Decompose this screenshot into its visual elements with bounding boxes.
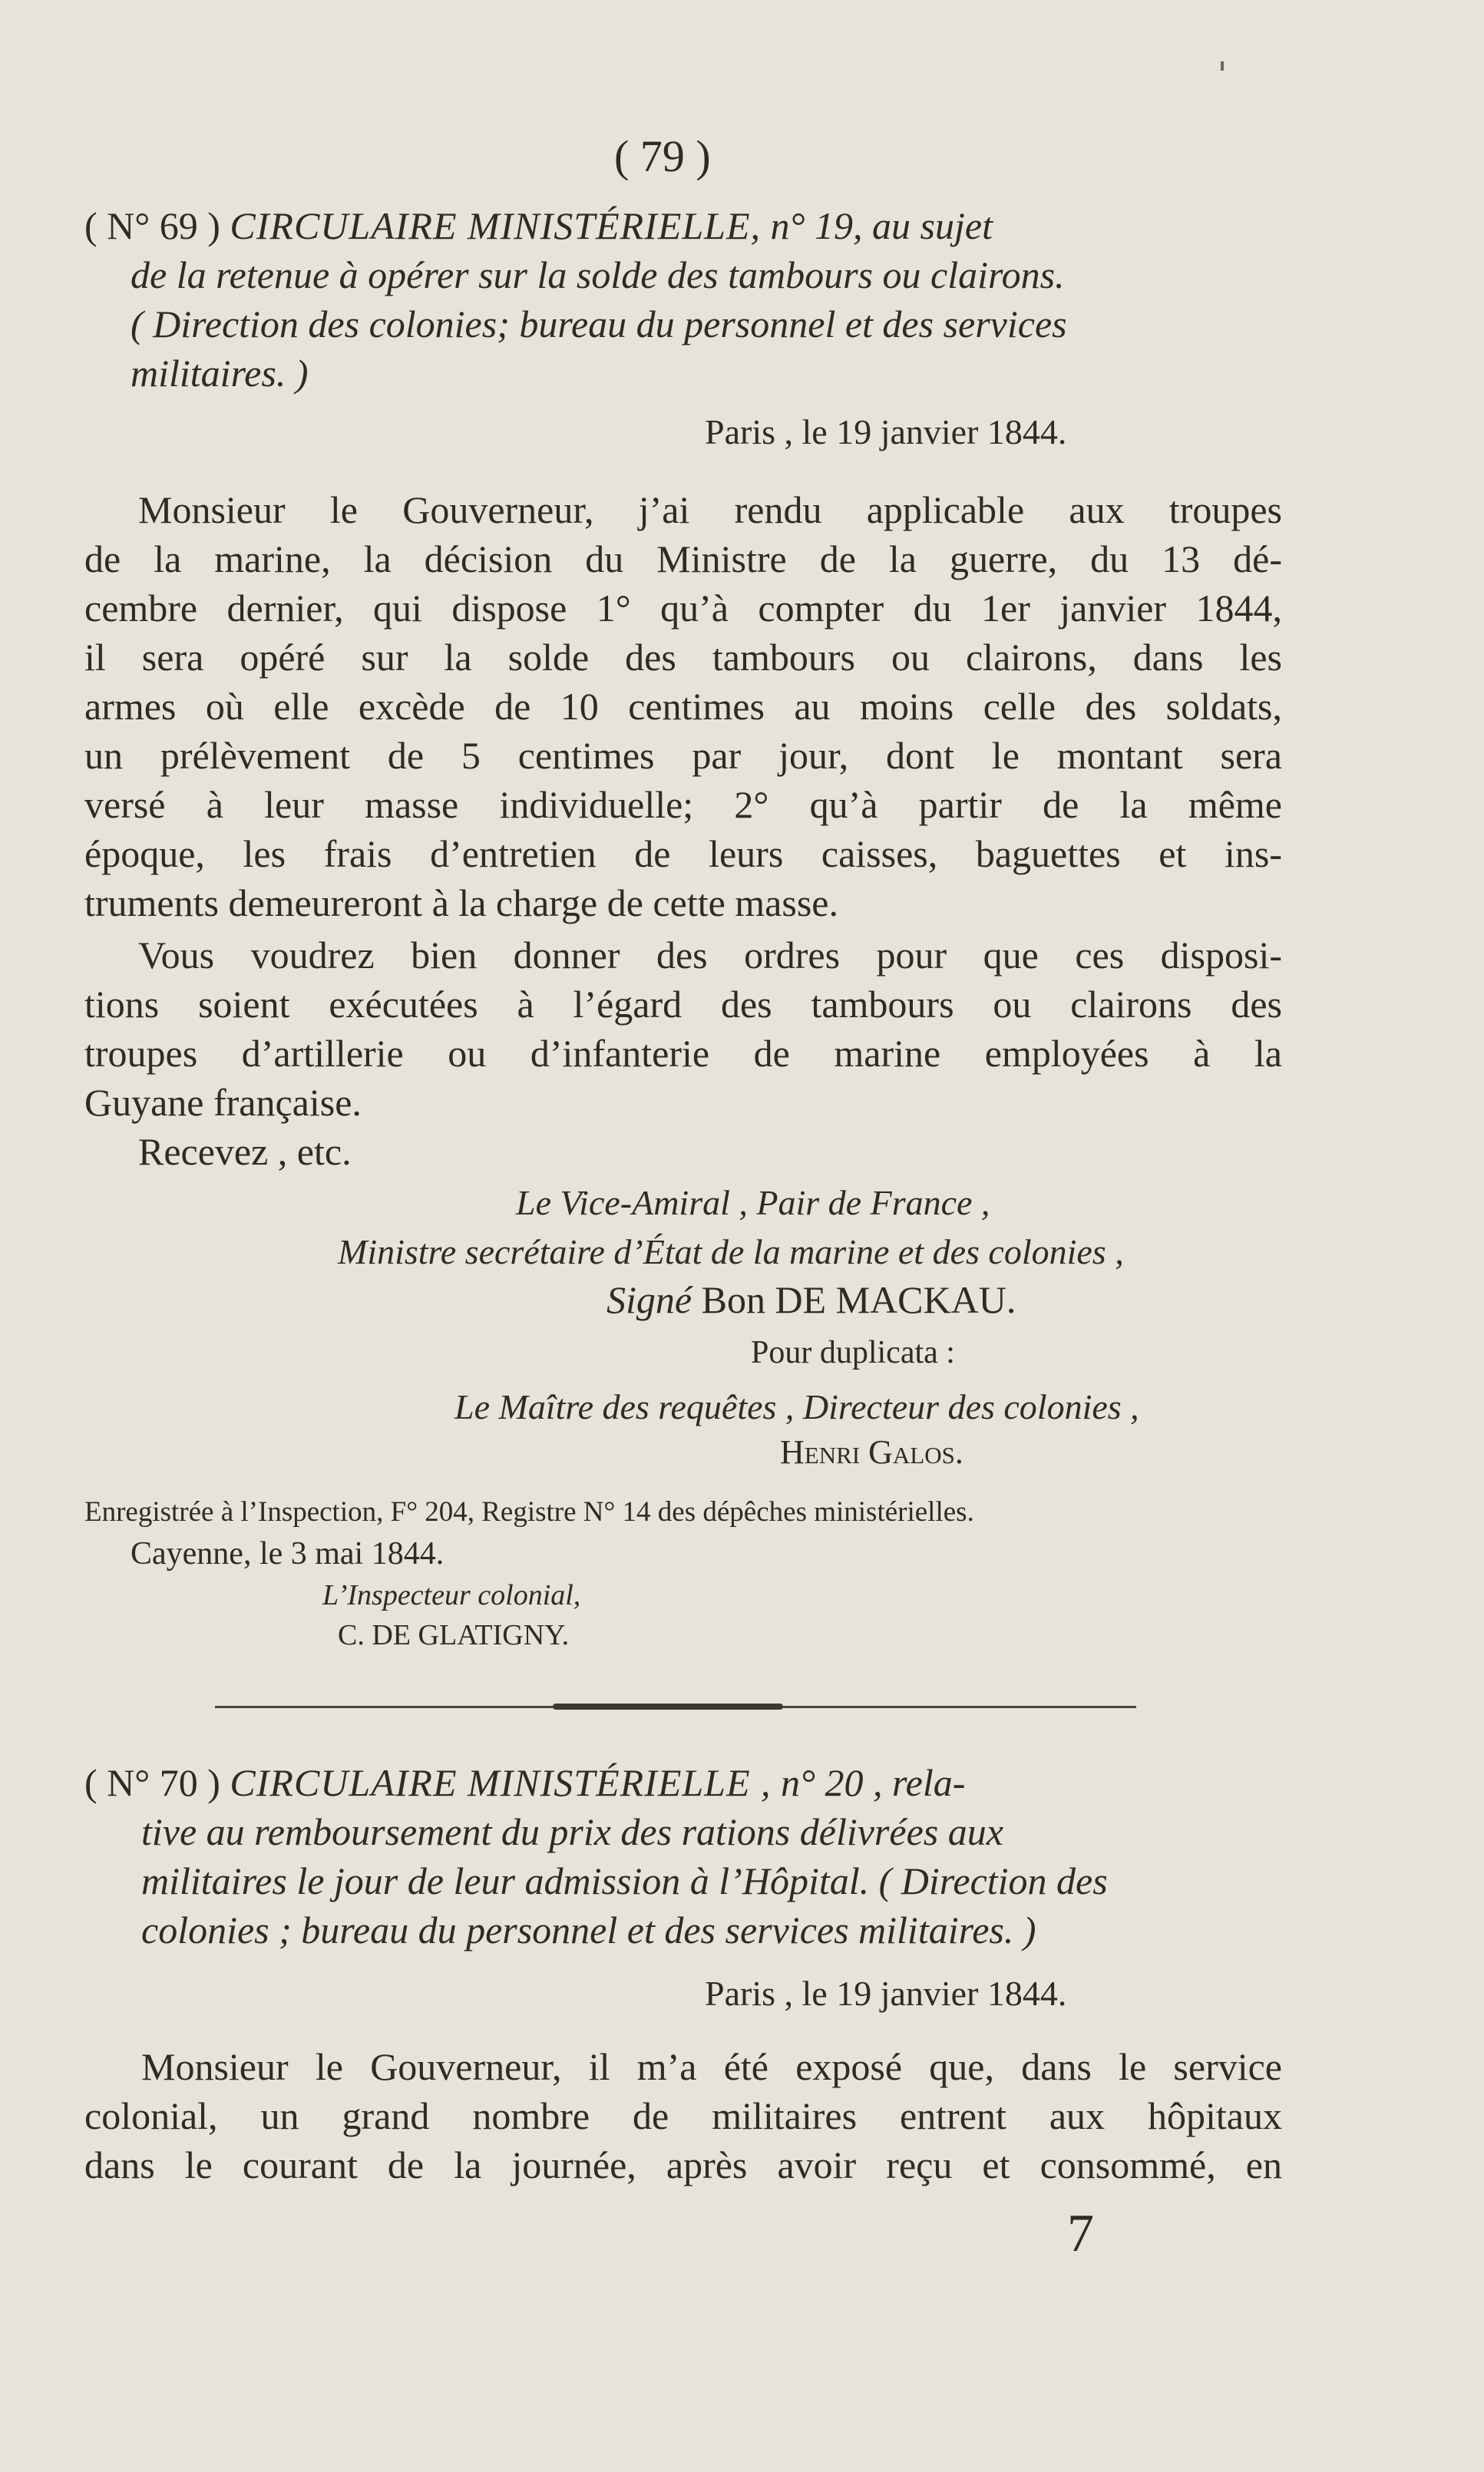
body-line: un prélèvement de 5 centimes par jour, dont le montant sera bbox=[84, 734, 1282, 777]
signature-director: Le Maître des requêtes , Directeur des colonies , bbox=[454, 1387, 1139, 1426]
circular-70-subject-1: rela- bbox=[892, 1761, 966, 1804]
circular-70-ref: n° 20 , bbox=[781, 1761, 883, 1804]
circular-70-title: CIRCULAIRE MINISTÉRIELLE , bbox=[230, 1761, 772, 1804]
circular-69-ref: n° 19, bbox=[770, 204, 863, 247]
signature-director-name: Henri Galos. bbox=[780, 1433, 963, 1471]
body-line: colonial, un grand nombre de militaires entrent aux hôpitaux bbox=[84, 2094, 1282, 2137]
circular-69-direction-1: ( Direction des colonies; bureau du personnel et des services bbox=[131, 302, 1067, 345]
body-line: Vous voudrez bien donner des ordres pour que ces disposi- bbox=[138, 934, 1282, 977]
circular-69-subject-1: au sujet bbox=[872, 204, 993, 247]
signature-title-1: Le Vice-Amiral , Pair de France , bbox=[516, 1183, 990, 1222]
body-line: dans le courant de la journée, après avoir reçu et consommé, en bbox=[84, 2143, 1282, 2186]
inspector-name: C. DE GLATIGNY. bbox=[338, 1619, 570, 1651]
signature-title-2: Ministre secrétaire d’État de la marine et des colonies , bbox=[338, 1232, 1124, 1271]
circular-70-subject-2: tive au remboursement du prix des rations délivrées aux bbox=[141, 1810, 1003, 1853]
body-line: tions soient exécutées à l’égard des tambours ou clairons des bbox=[84, 983, 1282, 1026]
circular-70-subject-4: colonies ; bureau du personnel et des services militaires. ) bbox=[141, 1909, 1036, 1951]
circular-69-subject-2: de la retenue à opérer sur la solde des tambours ou clairons. bbox=[131, 253, 1065, 296]
body-line: versé à leur masse individuelle; 2° qu’à partir de la même bbox=[84, 783, 1282, 826]
circular-69-number: ( N° 69 ) bbox=[84, 204, 220, 247]
circular-69-heading bbox=[84, 201, 993, 250]
folio-signature: 7 bbox=[1067, 2204, 1094, 2263]
inspector-title: L’Inspecteur colonial, bbox=[322, 1579, 581, 1611]
paper-speck bbox=[1221, 61, 1224, 71]
section-divider bbox=[215, 1706, 1136, 1708]
body-line: Guyane française. bbox=[84, 1081, 362, 1124]
circular-69-title: CIRCULAIRE MINISTÉRIELLE, bbox=[230, 204, 762, 247]
body-line: armes où elle excède de 10 centimes au moins celle des soldats, bbox=[84, 685, 1282, 728]
circular-70-date: Paris , le 19 janvier 1844. bbox=[705, 1974, 1067, 2013]
body-line: truments demeureront à la charge de cette masse. bbox=[84, 881, 838, 924]
signature-signed-name: Bon DE MACKAU. bbox=[701, 1278, 1016, 1321]
body-line: Monsieur le Gouverneur, j’ai rendu applicable aux troupes bbox=[138, 488, 1282, 531]
registration-line: Enregistrée à l’Inspection, F° 204, Registre N° 14 des dépêches ministérielles. bbox=[84, 1496, 974, 1528]
body-line: troupes d’artillerie ou d’infanterie de marine employées à la bbox=[84, 1032, 1282, 1075]
registration-date: Cayenne, le 3 mai 1844. bbox=[131, 1536, 445, 1571]
page-number: ( 79 ) bbox=[614, 131, 711, 181]
circular-70-subject-3: militaires le jour de leur admission à l’Hôpital. ( Direction des bbox=[141, 1859, 1108, 1902]
signature-signed bbox=[606, 1277, 1016, 1322]
body-line: Recevez , etc. bbox=[138, 1130, 352, 1173]
circular-69-direction-2: militaires. ) bbox=[131, 352, 309, 395]
signature-duplicata: Pour duplicata : bbox=[751, 1335, 955, 1370]
signature-signed-prefix: Signé bbox=[606, 1278, 692, 1321]
body-line: de la marine, la décision du Ministre de la guerre, du 13 dé- bbox=[84, 537, 1282, 580]
circular-70-heading bbox=[84, 1758, 965, 1807]
body-line: époque, les frais d’entretien de leurs caisses, baguettes et ins- bbox=[84, 832, 1282, 875]
circular-69-date: Paris , le 19 janvier 1844. bbox=[705, 412, 1067, 451]
body-line: cembre dernier, qui dispose 1° qu’à compter du 1er janvier 1844, bbox=[84, 587, 1282, 630]
body-line: il sera opéré sur la solde des tambours ou clairons, dans les bbox=[84, 636, 1282, 679]
circular-70-number: ( N° 70 ) bbox=[84, 1761, 220, 1804]
body-line: Monsieur le Gouverneur, il m’a été exposé que, dans le service bbox=[141, 2045, 1282, 2088]
